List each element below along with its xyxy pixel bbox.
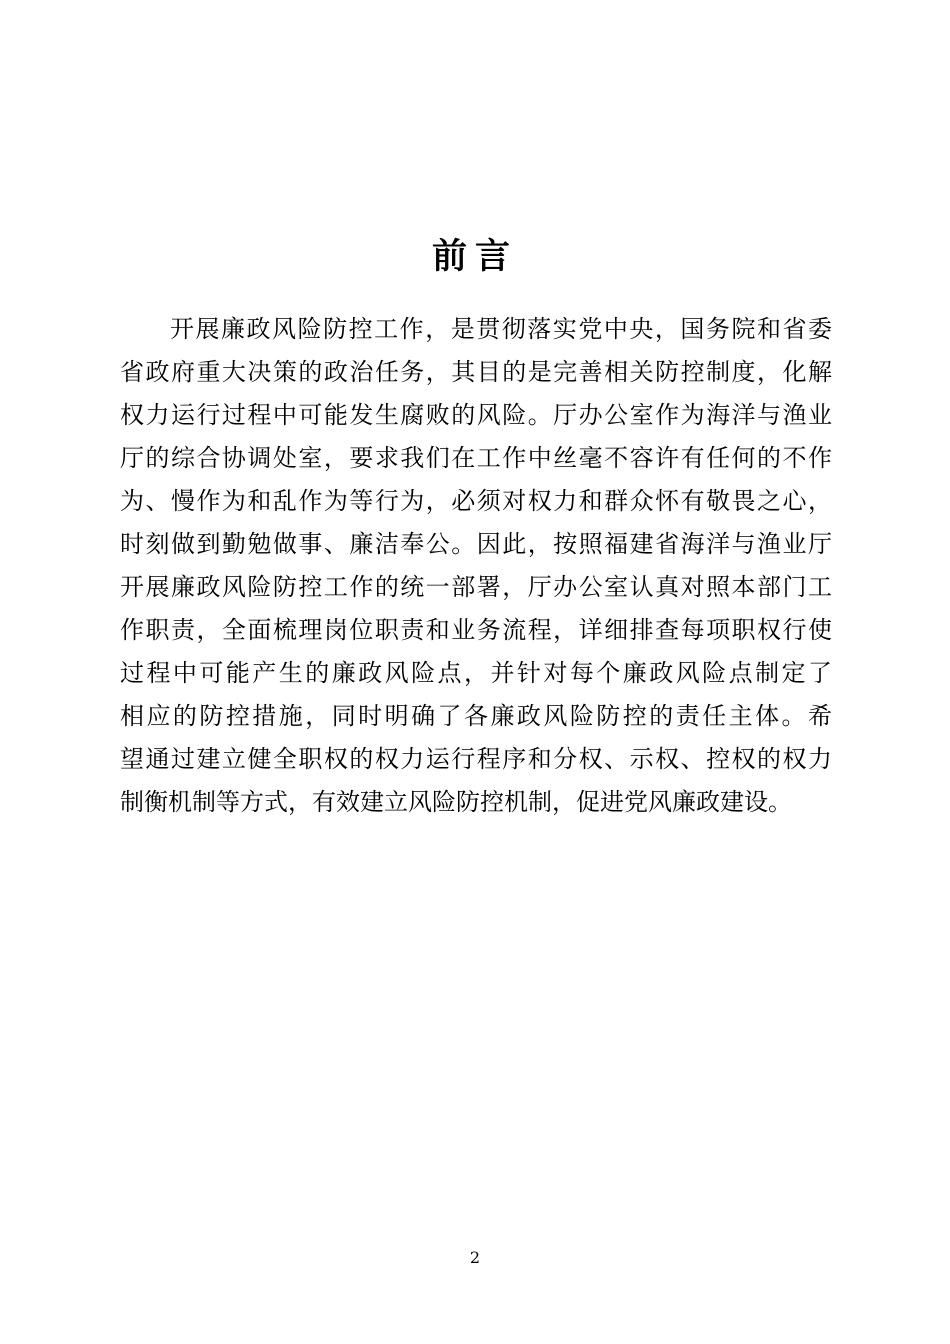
paragraph-line: 开展廉政风险防控工作的统一部署，厅办公室认真对照本部门工	[120, 573, 832, 601]
paragraph-line: 开展廉政风险防控工作，是贯彻落实党中央，国务院和省委	[170, 315, 832, 343]
paragraph-line: 省政府重大决策的政治任务，其目的是完善相关防控制度，化解	[120, 358, 832, 386]
page-number: 2	[469, 1248, 481, 1267]
paragraph-line: 过程中可能产生的廉政风险点，并针对每个廉政风险点制定了	[120, 659, 832, 687]
paragraph-line: 时刻做到勤勉做事、廉洁奉公。因此，按照福建省海洋与渔业厅	[120, 530, 832, 558]
paragraph-line: 为、慢作为和乱作为等行为，必须对权力和群众怀有敬畏之心，	[120, 487, 832, 515]
paragraph-line: 厅的综合协调处室，要求我们在工作中丝毫不容许有任何的不作	[120, 444, 832, 472]
paragraph-line: 相应的防控措施，同时明确了各廉政风险防控的责任主体。希	[120, 702, 832, 730]
paragraph-line: 望通过建立健全职权的权力运行程序和分权、示权、控权的权力	[120, 745, 832, 773]
paragraph-line: 作职责，全面梳理岗位职责和业务流程，详细排查每项职权行使	[120, 616, 832, 644]
preface-paragraph	[120, 308, 832, 824]
page-title: 前言	[431, 236, 518, 277]
paragraph-line: 权力运行过程中可能发生腐败的风险。厅办公室作为海洋与渔业	[120, 401, 832, 429]
paragraph-line: 制衡机制等方式，有效建立风险防控机制，促进党风廉政建设。	[120, 788, 792, 816]
